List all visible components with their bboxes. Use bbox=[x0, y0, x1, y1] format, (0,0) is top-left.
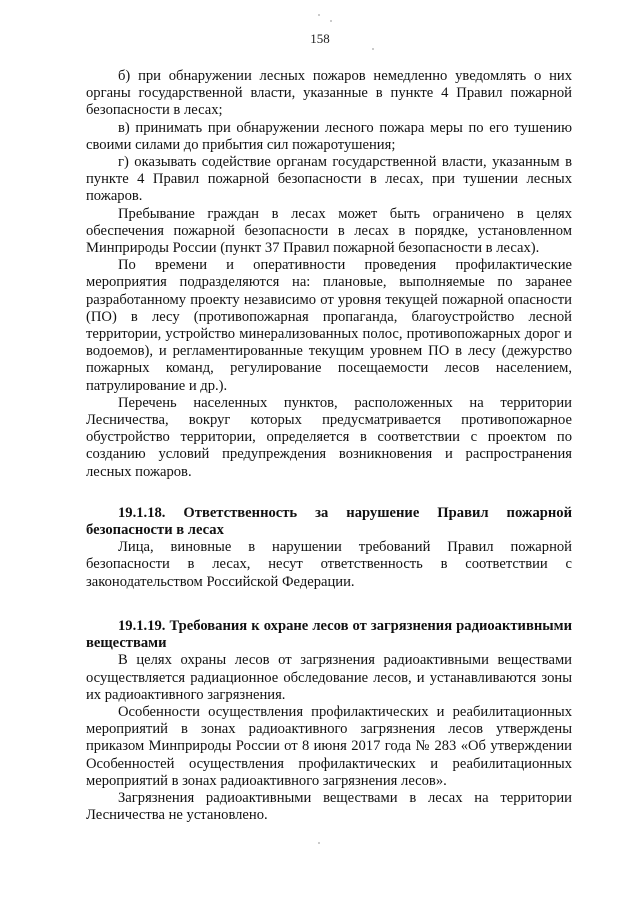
paragraph: б) при обнаружении лесных пожаров немедленно уведомлять о них органы государственной власти, указанные в пункте 4 Правил пожарной безопасности в лесах; bbox=[86, 68, 572, 119]
paragraph: По времени и оперативности проведения профилактические мероприятия подразделяются на: плановые, выполняемые по заранее разработанному проекту независимо от уровня текущей пожарной опасности (ПО) в лесу (противопожарная пропаганда, благоустройство лесной территории, устройство минерализованных полос, противопожарных дорог и водоемов), и регламентированные текущим уровнем ПО в лесу (дежурство пожарных команд, регулирование посещаемости лесов населением, патрулирование и др.). bbox=[86, 257, 572, 394]
section-heading-19-1-18: 19.1.18. Ответственность за нарушение Правил пожарной безопасности в лесах bbox=[86, 504, 572, 539]
scan-speck bbox=[330, 20, 332, 22]
scan-speck bbox=[318, 14, 320, 16]
section-spacer bbox=[86, 591, 572, 618]
document-body bbox=[86, 68, 572, 824]
page-number: 158 bbox=[310, 31, 330, 46]
scan-speck bbox=[372, 48, 374, 50]
paragraph: г) оказывать содействие органам государственной власти, указанным в пункте 4 Правил пожарной безопасности в лесах, при тушении лесных пожаров. bbox=[86, 154, 572, 205]
paragraph: Перечень населенных пунктов, расположенных на территории Лесничества, вокруг которых предусматривается противопожарное обустройство территории, определяется в соответствии с проектом по созданию условий предупреждения возникновения и распространения лесных пожаров. bbox=[86, 394, 572, 480]
section-spacer bbox=[86, 481, 572, 505]
paragraph: Загрязнения радиоактивными веществами в лесах на территории Лесничества не установлено. bbox=[86, 789, 572, 824]
paragraph: Лица, виновные в нарушении требований Правил пожарной безопасности в лесах, несут ответственность в соответствии с законодательством Российской Федерации. bbox=[86, 539, 572, 590]
paragraph: в) принимать при обнаружении лесного пожара меры по его тушению своими силами до прибытия сил пожаротушения; bbox=[86, 119, 572, 153]
scan-speck bbox=[318, 842, 320, 844]
paragraph: В целях охраны лесов от загрязнения радиоактивными веществами осуществляется радиационное обследование лесов, и устанавливаются зоны их радиоактивного загрязнения. bbox=[86, 652, 572, 703]
section-heading-19-1-19: 19.1.19. Требования к охране лесов от загрязнения радиоактивными веществами bbox=[86, 617, 572, 652]
paragraph: Особенности осуществления профилактических и реабилитационных мероприятий в зонах радиоактивного загрязнения лесов утверждены приказом Минприроды России от 8 июня 2017 года № 283 «Об утверждении Особенностей осуществления профилактических и реабилитационных мероприятий в зонах радиоактивного загрязнения лесов». bbox=[86, 703, 572, 789]
paragraph: Пребывание граждан в лесах может быть ограничено в целях обеспечения пожарной безопасности в лесах в порядке, установленном Минприроды России (пункт 37 Правил пожарной безопасности в лесах). bbox=[86, 205, 572, 257]
